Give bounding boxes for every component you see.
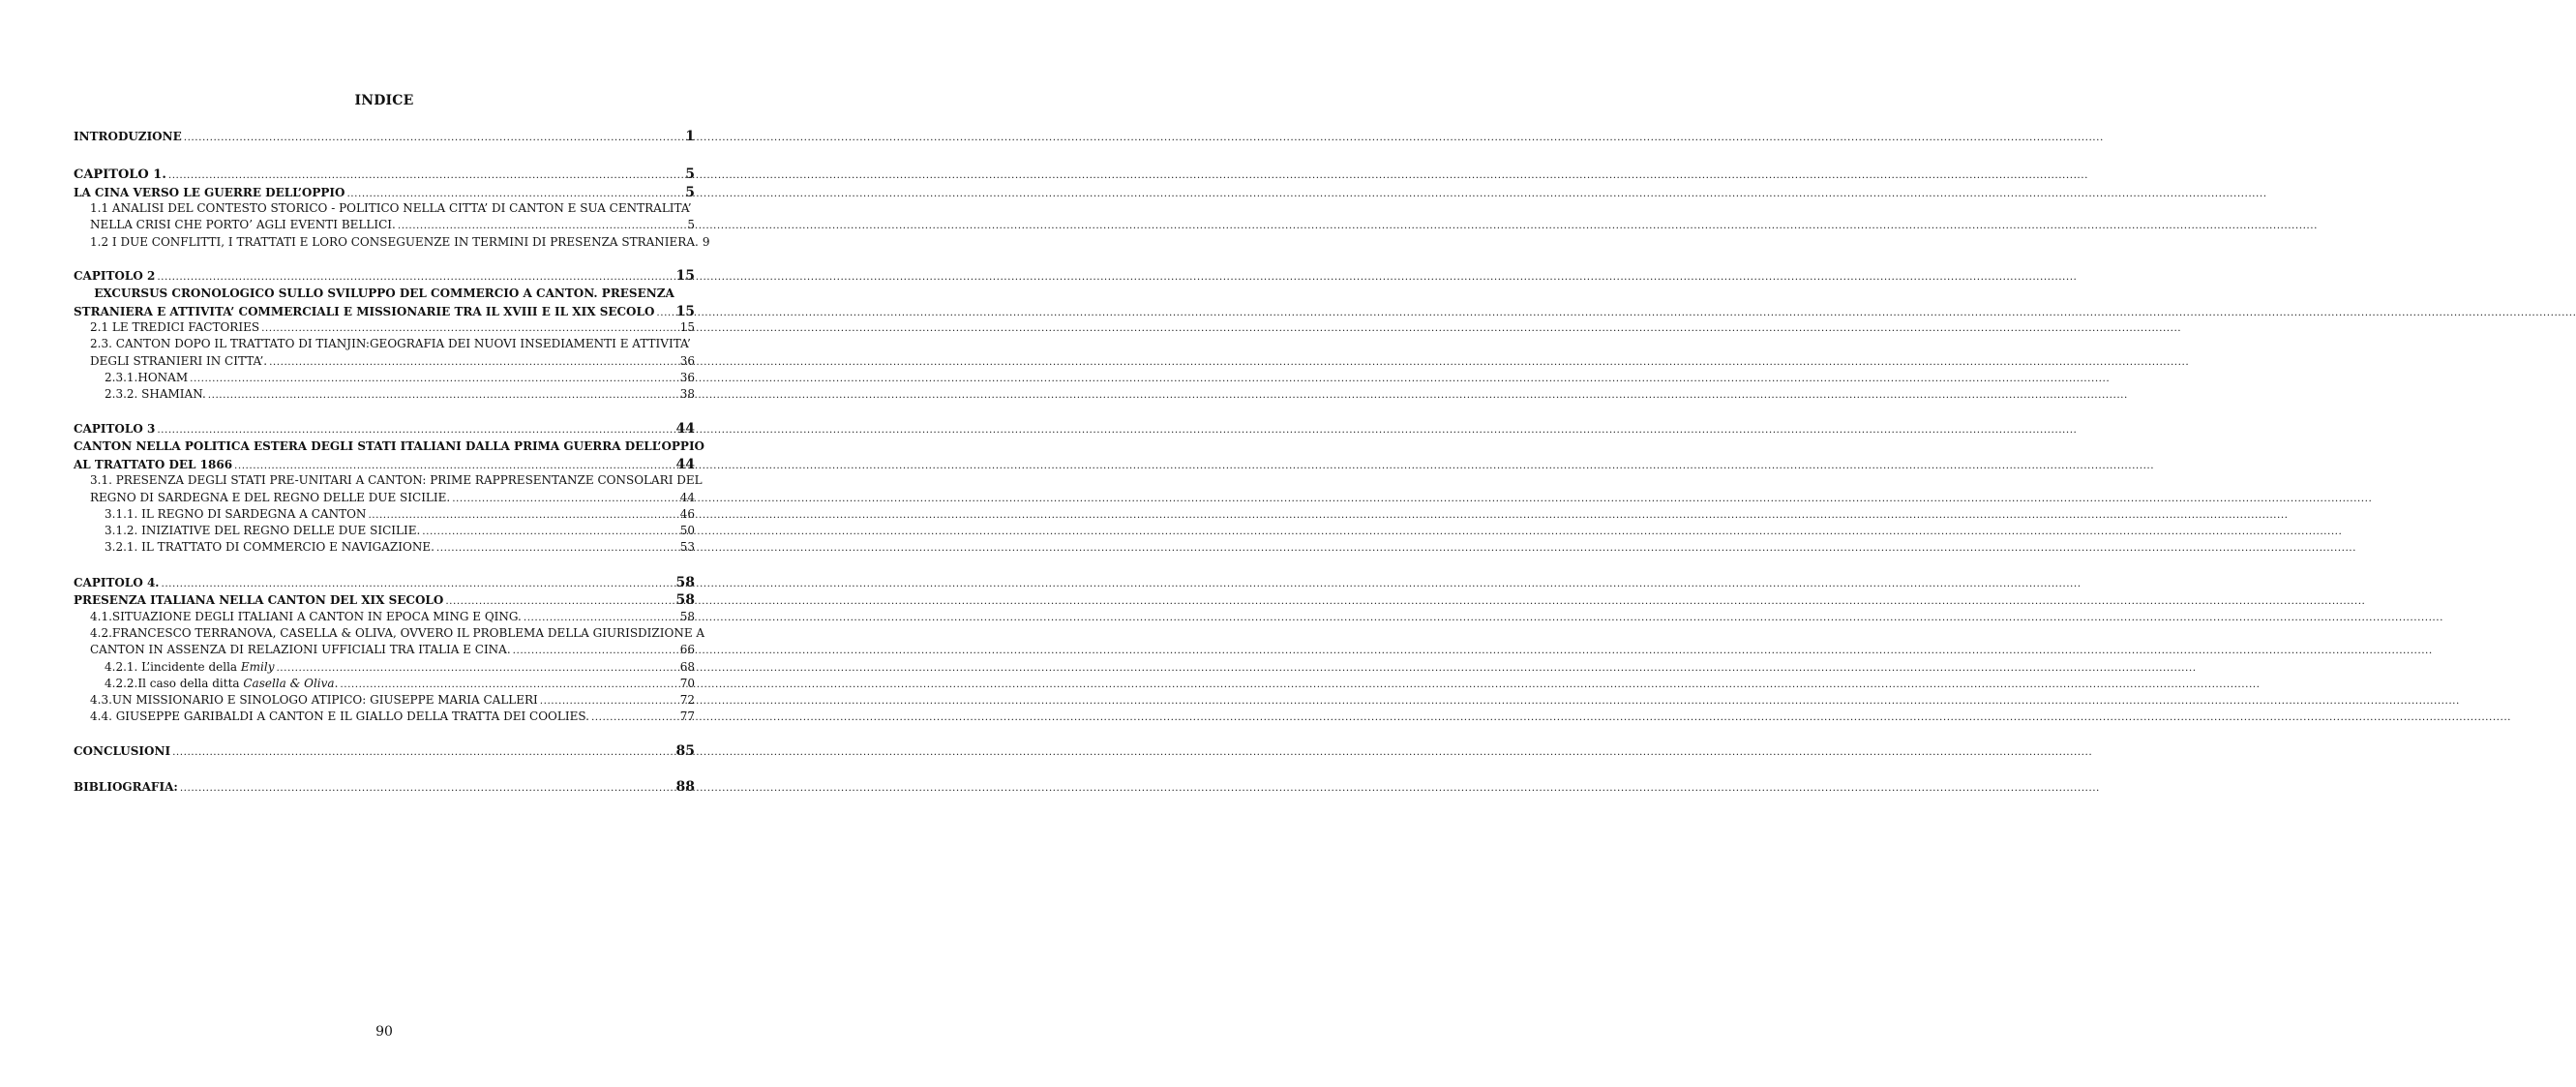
document-page: [0, 0, 768, 1087]
toc-entry-3-1-line2[interactable]: [90, 491, 695, 508]
toc-entry-page: 68: [679, 660, 695, 674]
toc-entry-text: INTRODUZIONE: [74, 130, 182, 143]
toc-leader: [234, 460, 674, 471]
toc-entry-4-2-1[interactable]: [105, 660, 695, 678]
toc-leader: [269, 356, 678, 368]
toc-entry-text: CAPITOLO 1.: [74, 167, 166, 182]
toc-entry-3-1-2[interactable]: [105, 524, 695, 541]
toc-leader: [436, 542, 678, 554]
toc-entry-page: 53: [679, 540, 695, 554]
toc-entry-text: 1.1 ANALISI DEL CONTESTO STORICO - POLITICO NELLA CITTA’ DI CANTON E SUA CENTRALITA’: [90, 201, 692, 215]
toc-entry-capitolo-2[interactable]: [74, 268, 695, 286]
toc-entry-text: CAPITOLO 3: [74, 422, 156, 436]
toc-entry-capitolo-4[interactable]: [74, 575, 695, 592]
toc-entry-excursus-line2[interactable]: [74, 304, 695, 321]
toc-entry-text: 2.3.1.HONAM: [105, 371, 189, 384]
toc-entry-text: [105, 660, 274, 674]
toc-leader: [168, 169, 683, 181]
toc-entry-text: NELLA CRISI CHE PORTO’ AGLI EVENTI BELLICI.: [90, 218, 396, 231]
toc-leader: [452, 493, 678, 504]
page-number: 90: [375, 1024, 393, 1040]
toc-leader: [422, 526, 677, 537]
toc-entry-text: 3.1. PRESENZA DEGLI STATI PRE-UNITARI A CANTON: PRIME RAPPRESENTANZE CONSOLARI DEL: [90, 473, 703, 487]
toc-entry-page: 58: [675, 592, 695, 608]
toc-leader: [398, 220, 686, 231]
toc-entry-page: 58: [679, 610, 695, 623]
toc-entry-page: 50: [679, 524, 695, 537]
toc-entry-2-3-line2[interactable]: [90, 354, 695, 372]
toc-leader: [157, 424, 674, 436]
toc-entry-page: 66: [679, 643, 695, 656]
toc-entry-page: 77: [679, 710, 695, 723]
toc-entry-conclusioni[interactable]: [74, 743, 695, 761]
toc-entry-page: 36: [679, 354, 695, 368]
toc-entry-page: 85: [675, 743, 695, 759]
toc-entry-text-plain: 4.2.1. L’incidente della: [105, 660, 241, 674]
toc-leader: [180, 782, 674, 794]
toc-entry-text: CONCLUSIONI: [74, 744, 171, 758]
toc-entry-2-3-2[interactable]: [105, 387, 695, 405]
toc-entry-page: 72: [679, 693, 695, 707]
toc-leader: [157, 271, 674, 283]
toc-leader: [524, 612, 678, 623]
toc-entry-text: 2.3. CANTON DOPO IL TRATTATO DI TIANJIN:GEOGRAFIA DEI NUOVI INSEDIAMENTI E ATTIVITA’: [90, 337, 691, 350]
toc-entry-text: PRESENZA ITALIANA NELLA CANTON DEL XIX SECOLO: [74, 593, 444, 607]
toc-leader: [445, 595, 674, 607]
toc-leader: [208, 389, 678, 401]
toc-entry-page: 46: [679, 507, 695, 521]
toc-leader: [172, 746, 674, 758]
toc-entry-page: 44: [675, 457, 695, 472]
toc-entry-text-plain: 4.2.2.Il caso della ditta: [105, 677, 244, 690]
toc-entry-2-3-1[interactable]: [105, 371, 695, 388]
toc-entry-4-2-2[interactable]: [105, 677, 695, 694]
toc-leader: [184, 132, 684, 143]
toc-entry-page: 36: [679, 371, 695, 384]
toc-entry-4-2-line2[interactable]: [90, 643, 695, 660]
toc-entry-text: 2.3.2. SHAMIAN.: [105, 387, 206, 401]
toc-entry-text: STRANIERA E ATTIVITA’ COMMERCIALI E MISSIONARIE TRA IL XVIII E IL XIX SECOLO: [74, 305, 655, 318]
toc-leader: [368, 509, 677, 521]
toc-entry-page: 1: [685, 129, 695, 144]
toc-entry-canton-politica-line2[interactable]: [74, 457, 695, 474]
toc-entry-page: 70: [679, 677, 695, 690]
toc-entry-3-2-1[interactable]: [105, 540, 695, 558]
toc-entry-text-tail: .: [334, 677, 339, 690]
toc-entry-text: 3.1.2. INIZIATIVE DEL REGNO DELLE DUE SICILIE.: [105, 524, 421, 537]
toc-entry-text: 4.1.SITUAZIONE DEGLI ITALIANI A CANTON IN EPOCA MING E QING.: [90, 610, 522, 623]
toc-entry-introduzione[interactable]: [74, 129, 695, 146]
toc-entry-text: REGNO DI SARDEGNA E DEL REGNO DELLE DUE SICILIE.: [90, 491, 451, 504]
toc-entry-4-1[interactable]: [90, 610, 695, 627]
toc-entry-text: 1.2 I DUE CONFLITTI, I TRATTATI E LORO CONSEGUENZE IN TERMINI DI PRESENZA STRANIERA.: [90, 235, 699, 249]
toc-entry-text-italic: Emily: [240, 660, 275, 674]
toc-entry-page: 58: [675, 575, 695, 590]
toc-entry-page: 44: [675, 421, 695, 437]
toc-leader: [540, 695, 678, 707]
toc-leader: [261, 322, 678, 334]
toc-entry-2-1[interactable]: [90, 320, 695, 338]
toc-entry-text: CAPITOLO 4.: [74, 576, 160, 589]
toc-entry-capitolo-3[interactable]: [74, 421, 695, 438]
toc-entry-excursus-line1[interactable]: EXCURSUS CRONOLOGICO SULLO SVILUPPO DEL COMMERCIO A CANTON. PRESENZA: [94, 287, 674, 300]
toc-entry-1-1-line1[interactable]: [90, 201, 695, 219]
toc-entry-4-2-line1[interactable]: [90, 626, 705, 644]
toc-entry-2-3-line1[interactable]: [90, 337, 695, 354]
toc-entry-capitolo-1[interactable]: [74, 166, 695, 184]
toc-entry-text: BIBLIOGRAFIA:: [74, 780, 178, 794]
toc-leader: [656, 307, 674, 318]
toc-entry-text: DEGLI STRANIERI IN CITTA’.: [90, 354, 268, 368]
toc-entry-page: 5: [687, 218, 695, 231]
toc-leader: [161, 578, 674, 589]
toc-entry-page: 5: [685, 166, 695, 182]
toc-entry-bibliografia[interactable]: [74, 779, 695, 797]
toc-leader: [591, 711, 678, 723]
toc-entry-page: 9: [702, 235, 710, 249]
toc-entry-page: 15: [675, 304, 695, 319]
toc-entry-text: [105, 677, 338, 690]
toc-entry-page: 15: [675, 268, 695, 284]
toc-entry-page: 5: [685, 185, 695, 200]
toc-entry-presenza-italiana[interactable]: [74, 592, 695, 610]
toc-leader: [513, 645, 678, 656]
toc-entry-text: 4.4. GIUSEPPE GARIBALDI A CANTON E IL GIALLO DELLA TRATTA DEI COOLIES.: [90, 710, 589, 723]
toc-leader: [276, 662, 677, 674]
toc-entry-page: 15: [679, 320, 695, 334]
toc-entry-4-3[interactable]: [90, 693, 695, 710]
toc-entry-canton-politica-line1[interactable]: CANTON NELLA POLITICA ESTERA DEGLI STATI ITALIANI DALLA PRIMA GUERRA DELL’OPPIO: [74, 439, 705, 453]
toc-entry-page: 38: [679, 387, 695, 401]
toc-entry-4-4[interactable]: [90, 710, 695, 727]
toc-entry-text: CANTON IN ASSENZA DI RELAZIONI UFFICIALI TRA ITALIA E CINA.: [90, 643, 511, 656]
toc-entry-cina-guerre-oppio[interactable]: [74, 185, 695, 202]
toc-entry-page: 88: [675, 779, 695, 795]
toc-entry-text: LA CINA VERSO LE GUERRE DELL’OPPIO: [74, 186, 345, 199]
index-title: INDICE: [354, 93, 414, 108]
toc-entry-3-1-line1[interactable]: [90, 473, 703, 491]
toc-leader: [340, 679, 677, 690]
toc-entry-text: 3.2.1. IL TRATTATO DI COMMERCIO E NAVIGAZIONE.: [105, 540, 434, 554]
toc-entry-text: 2.1 LE TREDICI FACTORIES: [90, 320, 260, 334]
toc-leader: [190, 373, 678, 384]
toc-entry-text: 4.3.UN MISSIONARIO E SINOLOGO ATIPICO: GIUSEPPE MARIA CALLERI: [90, 693, 538, 707]
toc-entry-text-italic: Casella & Oliva: [243, 677, 335, 690]
toc-entry-text: 3.1.1. IL REGNO DI SARDEGNA A CANTON: [105, 507, 367, 521]
toc-entry-text: AL TRATTATO DEL 1866: [74, 458, 233, 471]
toc-leader: [346, 188, 683, 199]
toc-entry-1-1-line2[interactable]: [90, 218, 695, 235]
toc-entry-1-2[interactable]: [90, 235, 710, 253]
toc-entry-text: CAPITOLO 2: [74, 269, 156, 283]
toc-entry-page: 44: [679, 491, 695, 504]
toc-entry-text: 4.2.FRANCESCO TERRANOVA, CASELLA & OLIVA, OVVERO IL PROBLEMA DELLA GIURISDIZIONE A: [90, 626, 705, 640]
toc-entry-3-1-1[interactable]: [105, 507, 695, 525]
